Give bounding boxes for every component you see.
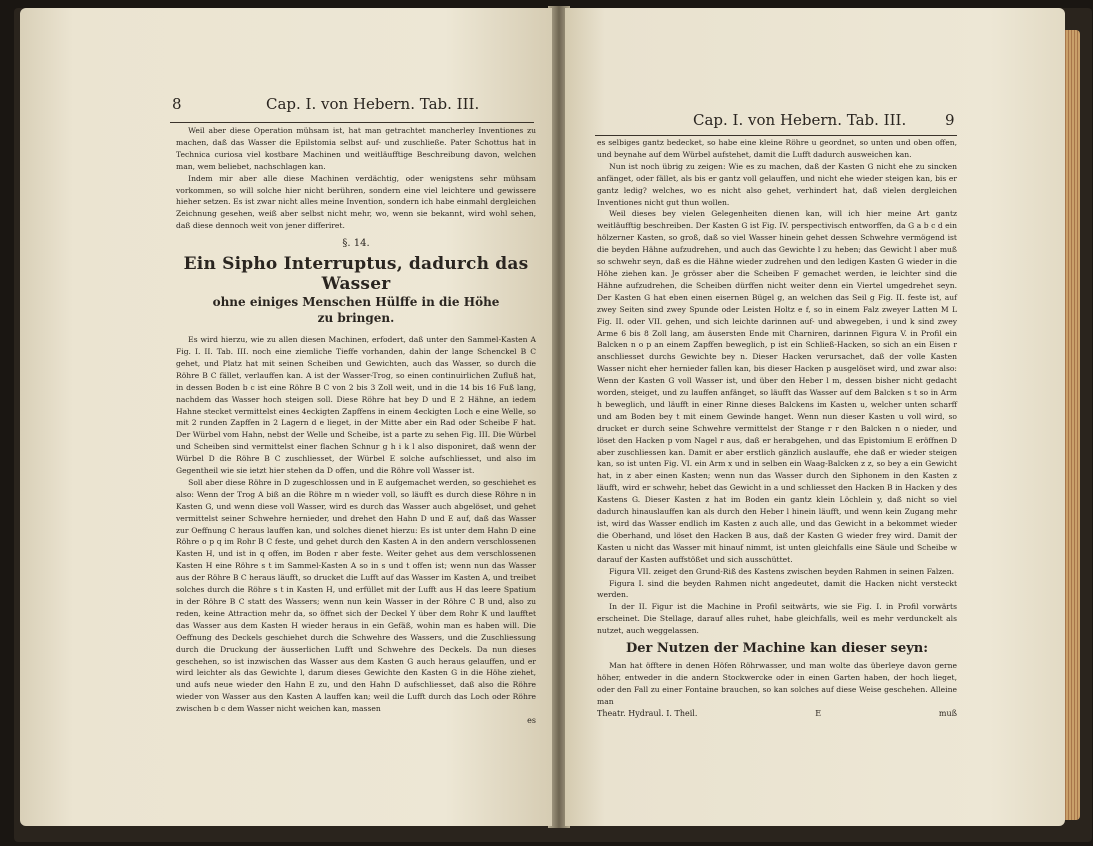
section-mark: §. 14. xyxy=(342,238,370,250)
paragraph: Es wird hierzu, wie zu allen diesen Machinen, erfodert, daß unter den Sammel-Kasten A Fig. I. II. Tab. III. noch eine ziemliche Tieffe vorhanden, dahin der lange Schenckel B C gehet, und Platz hat mit seinen Scheiben und Gewichten, auch das Wasser, so durch die Röhre B C fället, verlauffen kan. A ist der Wasser-Trog, so einen continuirlichen Zufluß hat, in dessen Boden b c ist eine Röhre B C von 2 bis 3 Zoll weit, und in die 14 bis 16 Fuß lang, nachdem das Wasser hoch steigen soll. Diese Röhre hat bey D und E 2 Hähne, an iedem Hahne stecket vermittelst eines 4eckigten Zapffens in einem 4eckigten Loch e eine Welle, so mit 2 runden Zapffen in 2 Lagern d e lieget, in der Mitte aber ein Rad oder Scheibe F hat. Der Würbel vom Hahn, nebst der Welle und Scheibe, ist a parte zu sehen Fig. III. Die Würbel und Scheiben sind vermittelst einer flachen Schnur g h i k l also disponiret, daß wenn der Würbel D die Röhre B C zuschliesset, der Würbel E solche aufschliesset, und also im Gegentheil wie sie ietzt hier stehen da D offen, und die Röhre voll Wasser ist. xyxy=(176,335,536,476)
signature-mark: E xyxy=(815,708,822,718)
left-body xyxy=(176,125,536,727)
right-page xyxy=(565,8,1065,826)
right-page-number: 9 xyxy=(945,111,955,129)
paragraph: Weil aber diese Operation mühsam ist, hat man getrachtet mancherley Inventiones zu machen, daß das Wasser die Epilstomia selbst auf- und zuschließe. Pater Schottus hat in Technica curiosa viel kostbare Machinen und weitläufftige Beschreibung davon, welchen man, wem beliebet, nachschlagen kan. xyxy=(176,126,536,171)
left-page-number: 8 xyxy=(172,95,182,113)
paragraph: In der II. Figur ist die Machine in Profil seitwärts, wie sie Fig. I. in Profil vorwärts erscheinet. Die Stellage, darauf alles ruhet, habe gleichfalls, weil es mehr verdunckelt als nutzet, auch weggelassen. xyxy=(597,602,957,636)
footer-title: Theatr. Hydraul. I. Theil. xyxy=(597,708,698,718)
paragraph: Soll aber diese Röhre in D zugeschlossen und in E aufgemachet werden, so geschiehet es also: Wenn der Trog A biß an die Röhre m n wieder voll, so läufft es durch diese Röhre n in Kasten G, und wenn diese voll Wasser, wird es durch das Wasser auch abgelöset, und gehet vermittelst seiner Schwehre hernieder, und drehet den Hahn D und E auf, daß das Wasser zur Oeffnung C heraus lauffen kan, und solches dienet hierzu: Es ist unter dem Hahn D eine Röhre o p q im Rohr B C feste, und gehet durch den Kasten A in den andern verschlossenen Kasten H, und ist in q offen, im Boden r aber feste. Weiter gehet aus dem verschlossenen Kasten H eine Röhre s t im Sammel-Kasten A so in s und t offen ist; wenn nun das Wasser aus der Röhre B C heraus läufft, so drucket die Lufft auf das Wasser im Kasten A, und treibet solches durch die Röhre s t in Kasten H, und erfüllet mit der Lufft aus H das leere Spatium in der Röhre B C statt des Wassers; wenn nun kein Wasser in der Röhre C B und, also zu reden, keine Attraction mehr da, so öffnet sich der Deckel Y über dem Rohr K und laufftet das Wasser aus dem Kasten H wieder heraus in ein Gefäß, wohin man es haben will. Die Oeffnung des Deckels geschiehet durch die Schwehre des Wassers, und die Zuschliessung durch die Druckung der äusserlichen Lufft und Schwehre des Deckels. Da nun dieses geschehen, so ist inzwischen das Wasser aus dem Kasten G auch heraus gelauffen, und er wird leichter als das Gewichte l, darum dieses Gewichte den Kasten G in die Höhe ziehet, und aufs neue wieder den Hahn E zu, und den Hahn D aufschliesset, daß also die Röhre wieder von Wasser aus den Kasten A lauffen kan; weil die Lufft durch das Loch oder Röhre zwischen b c dem Wasser nicht weichen kan, massen xyxy=(176,477,536,714)
paragraph: Figura I. sind die beyden Rahmen nicht angedeutet, damit die Hacken nicht versteckt werden. xyxy=(597,578,957,600)
catchword: es xyxy=(527,716,536,726)
section-title: Ein Sipho Interruptus, dadurch das Wasser xyxy=(183,254,529,295)
section-heading: Der Nutzen der Machine kan dieser seyn: xyxy=(625,641,929,657)
paragraph: Nun ist noch übrig zu zeigen: Wie es zu machen, daß der Kasten G nicht ehe zu sincken anfänget, oder fället, als bis er gantz voll gelauffen, und nicht ehe wieder steigen kan, bis er gantz ledig? welches, wo es nicht also gehet, verhindert hat, daß vielen dergleichen Inventiones nicht gut thun wollen. xyxy=(597,161,957,207)
paragraph: Figura VII. zeiget den Grund-Riß des Kastens zwischen beyden Rahmen in seinen Falzen. xyxy=(609,566,955,576)
header-rule xyxy=(170,122,534,123)
page-footer xyxy=(597,708,957,720)
paragraph: es selbiges gantz bedecket, so habe eine kleine Röhre u geordnet, so unten und oben offen, und beynahe auf dem Würbel aufstehet, damit die Lufft dadurch ausweichen kan. xyxy=(597,138,957,159)
paragraph: Weil dieses bey vielen Gelegenheiten dienen kan, will ich hier meine Art gantz weitläufftig beschreiben. Der Kasten G ist Fig. IV. perspectivisch entworffen, da G a b c d ein hölzerner Kasten, so groß, daß so viel Wasser hinein gehet dessen Schwehre vermögend ist die beyden Hähne aufzudrehen, und auch das Gewichte l zu heben; das Gewicht l aber muß so schwehr seyn, daß es die Hähne wieder zudrehen und den ledigen Kasten G wieder in die Höhe ziehen kan. Je grösser aber die Scheiben F gemachet werden, ie leichter sind die Hähne aufzudrehen, die Scheiben dürffen nicht weiter denn ein Viertel umgedrehet seyn. Der Kasten G hat eben einen eisernen Bügel g, an welchen das Seil g Fig. II. feste ist, auf zwey Seiten sind zwey Spunde oder Leisten Holtz e f, so in einem Falz zweyer Latten M L Fig. II. oder VII. gehen, und sich leichte darinnen auf- und abwegeben, i und k sind zwey Arme 6 bis 8 Zoll lang, am äusersten Ende mit Charniren, darinnen Figura V. in Profil ein Balcken n o p an einem Zapffen beweglich, p ist ein Schließ-Hacken, so sich an ein Eisen r anschliesset durchs Gewichte bey n. Dieser Hacken verursachet, daß der volle Kasten Wasser nicht eher hernieder fallen kan, bis dieser Hacken p ausgelöset wird, und zwar also: Wenn der Kasten G voll Wasser ist, und über den Heber l m, dessen bisher nicht gedacht worden, steiget, und zu lauffen anfänget, so läufft das Wasser auf dem Balcken s t so in Arm h beweglich, und läufft in einer Rinne dieses Balckens im Kasten u, welcher unten scharff und am Boden bey t mit einem Gewinde hanget. Wenn nun dieser Kasten u voll wird, so drucket er durch seine Schwehre vermittelst der Stange r r den Balcken n o nieder, und löset den Hacken p vom Nagel r aus, daß er herabgehen, und das Epistomium E eröffnen D aber zuschliessen kan. Damit er aber erstlich gänzlich auslauffe, ehe daß er wieder steigen kan, so ist unten Fig. VI. ein Arm x und in selben ein Waag-Balcken z z, so bey a ein Gewicht hat, in z aber einen Kasten; wenn nun das Wasser durch den Siphonem in den Kasten z läufft, wird er schwehr, hebet das Gewicht in a und schliesset den Hacken B in Hacken y des Kastens G. Dieser Kasten z hat im Boden ein gantz klein Löchlein y, daß nicht so viel dadurch hinauslauffen kan als durch den Heber l hinein läufft, und wenn kein Zugang mehr ist, wird das Wasser endlich im Kasten z auch alle, und das Gewicht in a bekommet wieder die Oberhand, und löset den Hacken B aus, daß der Kasten G wieder frey wird. Damit der Kasten u nicht das Wasser mit hinauf nimmt, ist unten gleichfalls eine Säule und Scheibe w darauf der Kasten auffstößet und sich ausschüttet. xyxy=(597,209,957,564)
catchword: muß xyxy=(938,708,957,718)
left-page xyxy=(20,8,552,826)
right-running-head: Cap. I. von Hebern. Tab. III. xyxy=(693,111,907,129)
paragraph: Man hat öfftere in denen Höfen Röhrwasser, und man wolte das überleye davon gerne höher, entweder in die andern Stockwercke oder in einen Garten haben, der hoch lieget, oder den Fall zu einer Fontaine brauchen, so kan solches auf diese Weise geschehen. Alleine man xyxy=(597,660,957,706)
section-subtitle: ohne einiges Menschen Hülffe in die Höhe xyxy=(212,295,500,310)
header-rule xyxy=(595,135,957,136)
section-subtitle-end: zu bringen. xyxy=(317,311,395,326)
right-body xyxy=(597,137,957,720)
left-running-head: Cap. I. von Hebern. Tab. III. xyxy=(266,95,480,113)
paragraph: Indem mir aber alle diese Machinen verdächtig, oder wenigstens sehr mühsam vorkommen, so will solche hier nicht berühren, sondern eine viel leichtere und gewissere hieher setzen. Es ist zwar nicht alles meine Invention, sondern ich habe einmahl dergleichen Zeichnung gesehen, weiß aber selbst nicht mehr, wo, wenn sie bekannt, wird wohl sehen, daß diese dennoch weit von jener differiret. xyxy=(176,173,536,231)
